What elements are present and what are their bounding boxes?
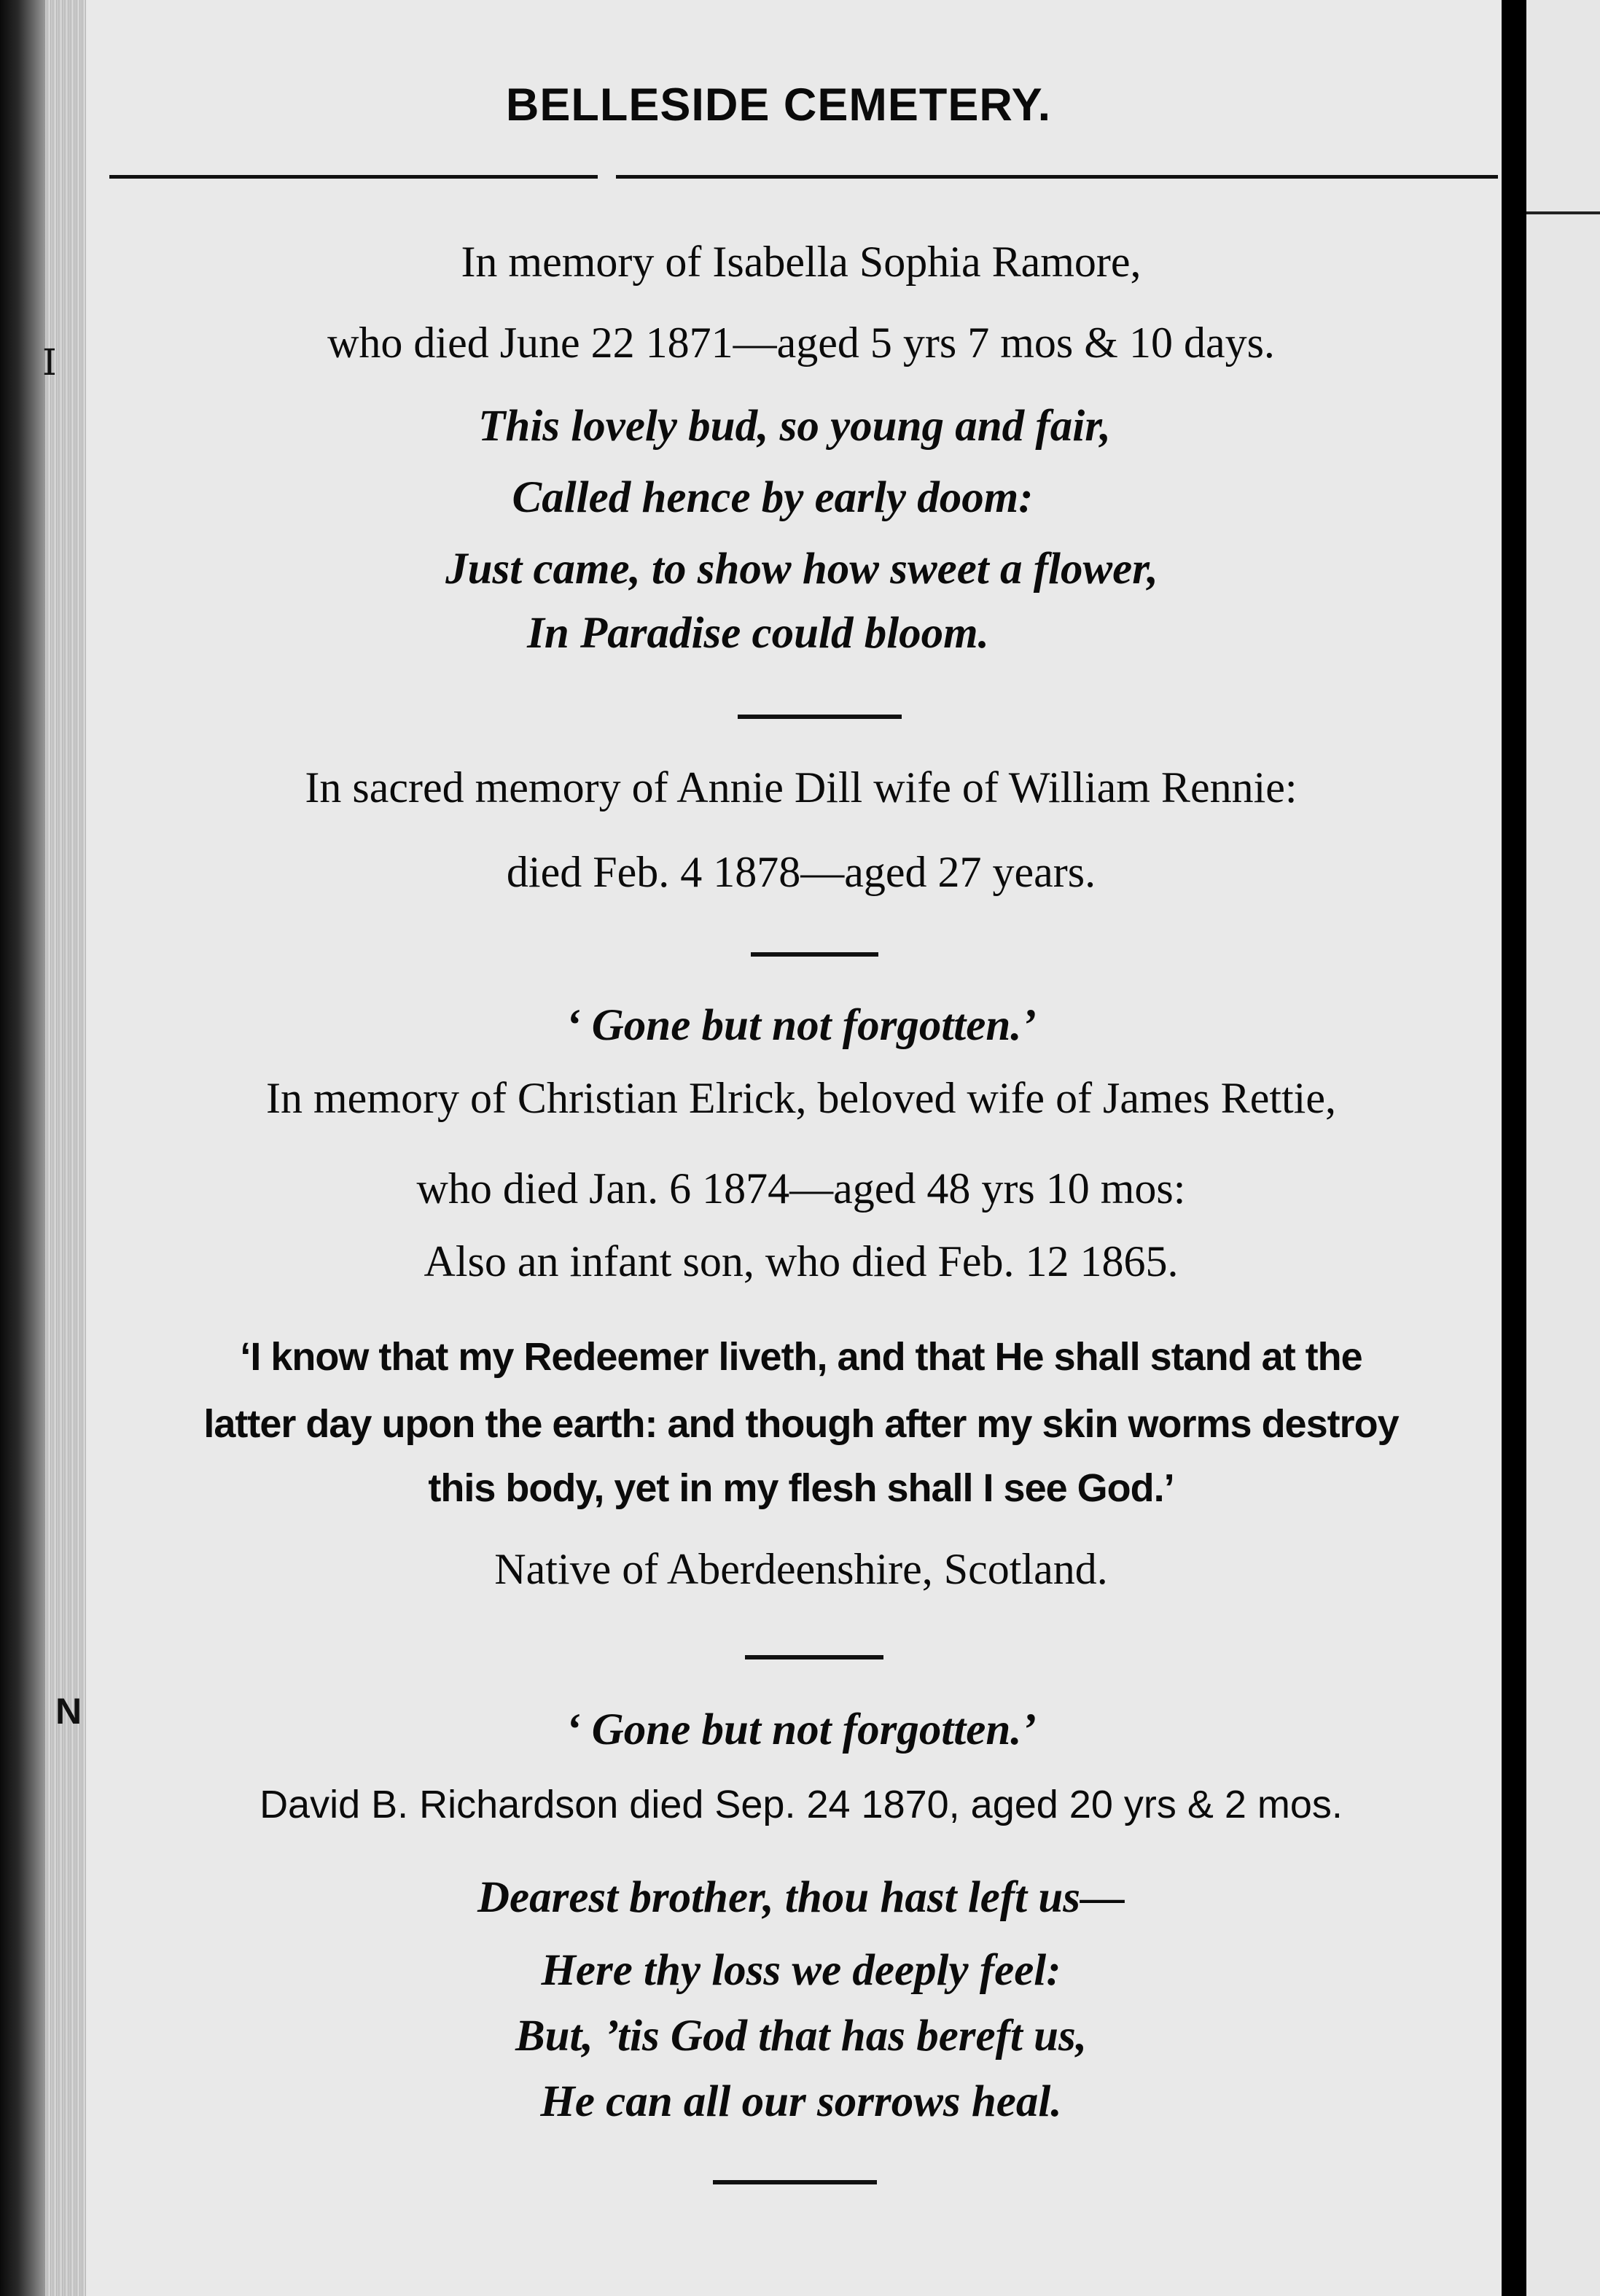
verse-line: In Paradise could bloom. (527, 609, 989, 658)
header-rule (616, 175, 1498, 179)
verse-line: But, ’tis God that has bereft us, (515, 2012, 1088, 2060)
inscription-line: In memory of Christian Elrick, beloved wife of James Rettie, (266, 1074, 1336, 1122)
divider (713, 2180, 877, 2184)
inscription-line: Native of Aberdeenshire, Scotland. (494, 1545, 1108, 1593)
divider (738, 715, 902, 719)
verse-line: Called hence by early doom: (512, 473, 1034, 522)
scripture-line: latter day upon the earth: and though after my skin worms destroy (203, 1402, 1399, 1446)
next-page-sliver (1526, 0, 1600, 2296)
next-page-fragment: I (42, 341, 57, 384)
verse-line: He can all our sorrows heal. (540, 2077, 1062, 2126)
inscription-line: In memory of Isabella Sophia Ramore, (461, 238, 1142, 286)
divider (745, 1655, 883, 1659)
scripture-line: ‘I know that my Redeemer liveth, and that He shall stand at the (240, 1335, 1362, 1379)
motto: ‘ Gone but not forgotten.’ (566, 1001, 1037, 1050)
verse-line: Dearest brother, thou hast left us— (477, 1873, 1125, 1922)
next-page-rule (1526, 211, 1600, 214)
page-title: BELLESIDE CEMETERY. (505, 79, 1052, 131)
inscription-line: Also an infant son, who died Feb. 12 1865. (424, 1237, 1179, 1285)
inscription-line: David B. Richardson died Sep. 24 1870, aged 20 yrs & 2 mos. (259, 1783, 1343, 1826)
inscription-line: In sacred memory of Annie Dill wife of William Rennie: (305, 763, 1297, 812)
next-page-fragment: N (55, 1691, 82, 1732)
inscription-line: died Feb. 4 1878—aged 27 years. (506, 848, 1096, 896)
header-rule (109, 175, 598, 179)
verse-line: Just came, to show how sweet a flower, (445, 545, 1158, 594)
motto: ‘ Gone but not forgotten.’ (566, 1705, 1037, 1754)
scripture-line: this body, yet in my flesh shall I see God.’ (428, 1466, 1174, 1510)
inscription-line: who died June 22 1871—aged 5 yrs 7 mos & 10 days. (327, 319, 1275, 367)
inscription-line: who died Jan. 6 1874—aged 48 yrs 10 mos: (416, 1164, 1186, 1213)
verse-line: This lovely bud, so young and fair, (478, 402, 1111, 451)
verse-line: Here thy loss we deeply feel: (541, 1946, 1061, 1995)
divider (751, 952, 878, 957)
book-binding (0, 0, 45, 2296)
